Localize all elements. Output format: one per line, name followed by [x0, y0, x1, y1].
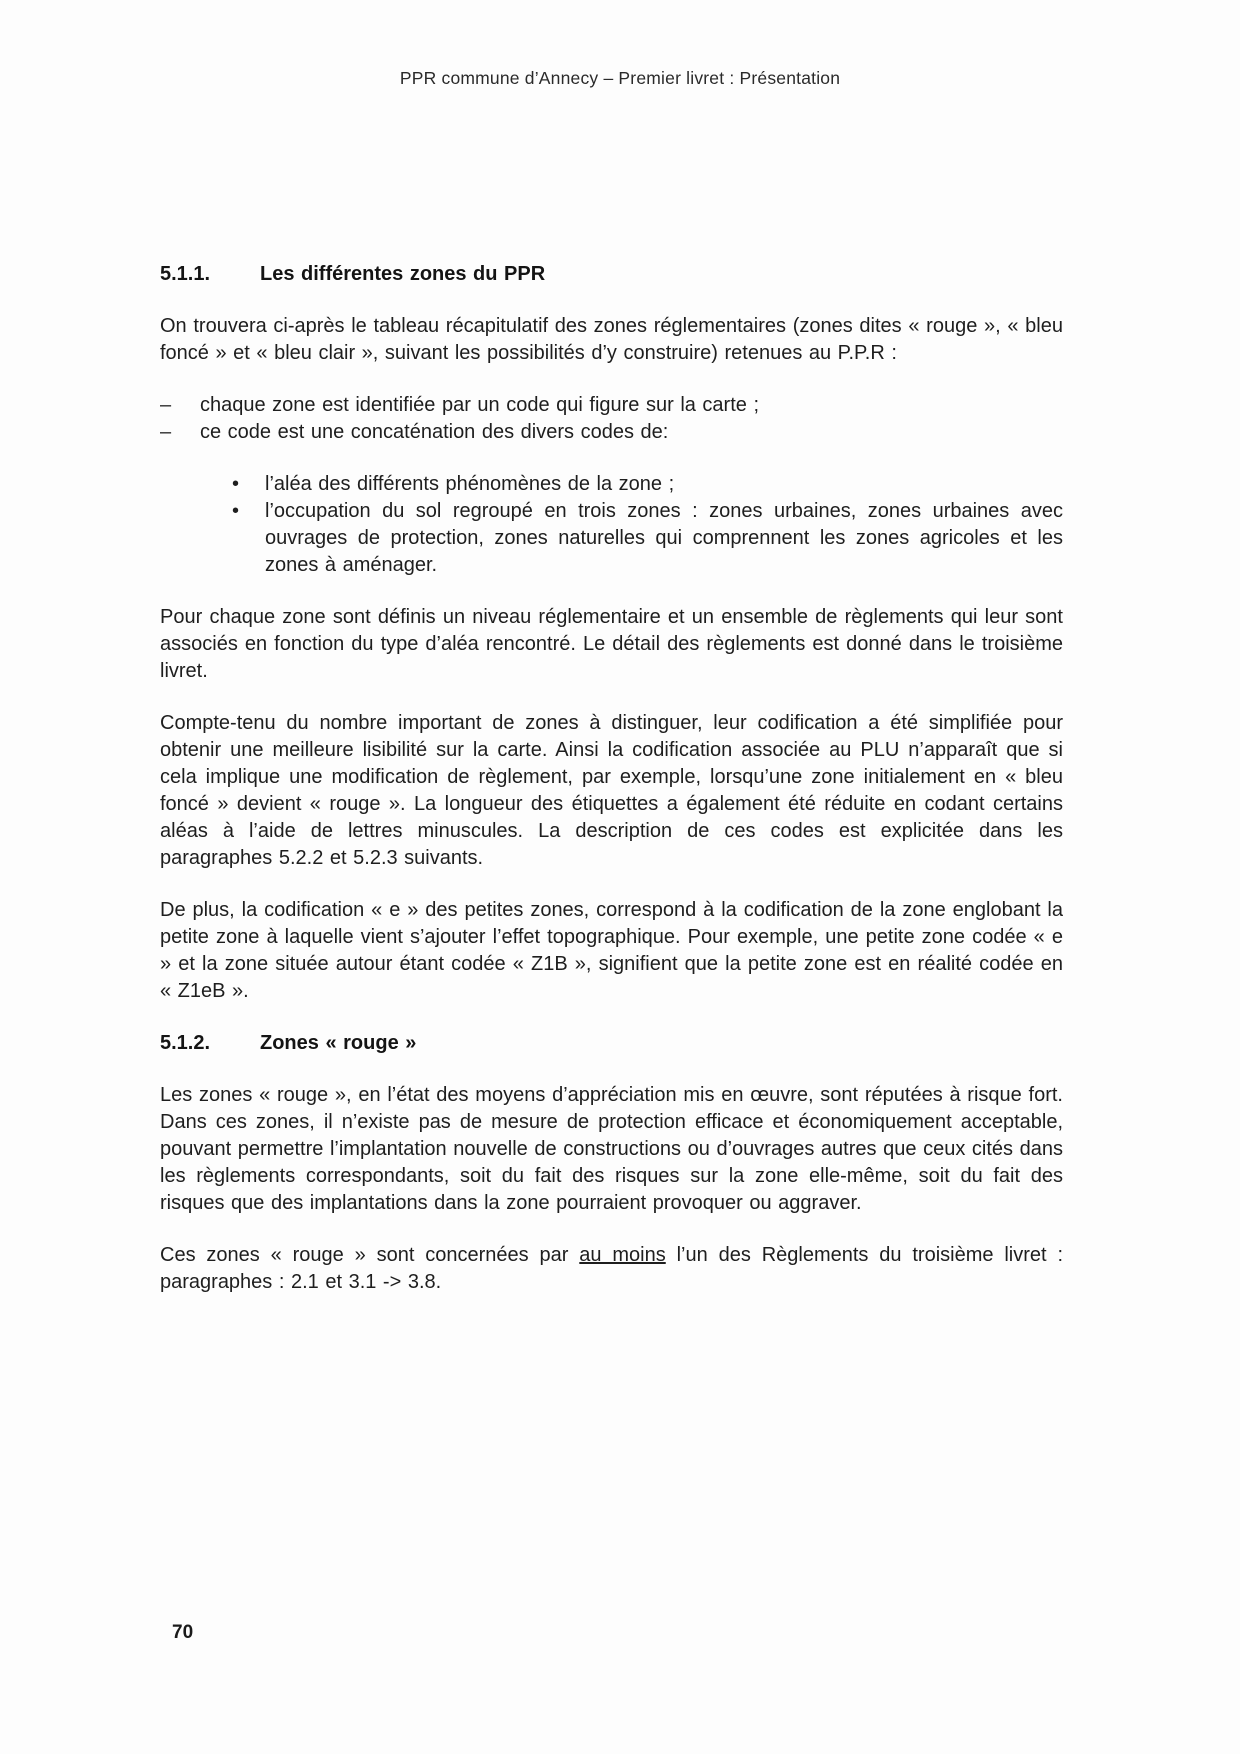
list-item — [160, 498, 1063, 579]
dash-list — [160, 392, 1063, 446]
list-item-text: chaque zone est identifiée par un code qui figure sur la carte ; — [200, 394, 760, 416]
paragraph-reglements-before: Ces zones « rouge » sont concernées par — [160, 1244, 580, 1266]
list-item — [160, 419, 1063, 446]
dash-marker: – — [160, 421, 172, 443]
section-title: Zones « rouge » — [260, 1032, 417, 1054]
paragraph-codification: Compte-tenu du nombre important de zones à distinguer, leur codification a été simplifiée pour obtenir une meilleure lisibilité sur la carte. Ainsi la codification associée au PLU n’apparaît que si cela implique une modification de règlement, par exemple, lorsqu’une zone initialement en « bleu foncé » devient « rouge ». La longueur des étiquettes a également été réduite en codant certains aléas à l’aide de lettres minuscules. La description de ces codes est explicitée dans les paragraphes 5.2.2 et 5.2.3 suivants. — [160, 712, 1063, 869]
list-item-text: ce code est une concaténation des divers codes de: — [200, 421, 669, 443]
paragraph-reglements-after: l’un des Règlements du troisième livret : paragraphes : 2.1 et 3.1 -> 3.8. — [160, 1244, 1063, 1293]
section-number: 5.1.1. — [160, 263, 211, 285]
bullet-list — [160, 471, 1063, 579]
list-item-text: l’occupation du sol regroupé en trois zones : zones urbaines, zones urbaines avec ouvrages de protection, zones naturelles qui comprennent les zones agricoles et les zones à aménager. — [265, 500, 1063, 576]
paragraph-intro: On trouvera ci-après le tableau récapitulatif des zones réglementaires (zones dites « rouge », « bleu foncé » et « bleu clair », suivant les possibilités d’y construire) retenues au P.P.R : — [160, 315, 1063, 364]
bullet-marker: • — [232, 500, 240, 522]
paragraph-reglements-underlined: au moins — [579, 1244, 666, 1266]
bullet-marker: • — [232, 473, 240, 495]
paragraph-zones-rouge: Les zones « rouge », en l’état des moyens d’appréciation mis en œuvre, sont réputées à risque fort. Dans ces zones, il n’existe pas de mesure de protection efficace et économiquement acceptable, pouvant permettre l’implantation nouvelle de constructions ou d’ouvrages autres que ceux cités dans les règlements correspondants, soit du fait des risques sur la zone elle-même, soit du fait des risques que des implantations dans la zone pourraient provoquer ou aggraver. — [160, 1084, 1063, 1214]
section-title: Les différentes zones du PPR — [260, 263, 546, 285]
paragraph-petites-zones: De plus, la codification « e » des petites zones, correspond à la codification de la zone englobant la petite zone à laquelle vient s’ajouter l’effet topographique. Pour exemple, une petite zone codée « e » et la zone située autour étant codée « Z1B », signifient que la petite zone est en réalité codée en « Z1eB ». — [160, 899, 1063, 1002]
list-item — [160, 392, 1063, 419]
paragraph-reglements — [160, 1242, 1063, 1296]
page-number: 70 — [172, 1622, 194, 1643]
dash-marker: – — [160, 394, 172, 416]
list-item-text: l’aléa des différents phénomènes de la zone ; — [265, 473, 675, 495]
list-item — [160, 471, 1063, 498]
page-content — [160, 261, 1063, 1296]
section-number: 5.1.2. — [160, 1032, 211, 1054]
section-heading-5-1-2 — [160, 1030, 1063, 1057]
running-header: PPR commune d’Annecy – Premier livret : Présentation — [399, 68, 841, 88]
section-heading-5-1-1 — [160, 261, 1063, 288]
paragraph-niveau-reglementaire: Pour chaque zone sont définis un niveau réglementaire et un ensemble de règlements qui leur sont associés en fonction du type d’aléa rencontré. Le détail des règlements est donné dans le troisième livret. — [160, 606, 1063, 682]
